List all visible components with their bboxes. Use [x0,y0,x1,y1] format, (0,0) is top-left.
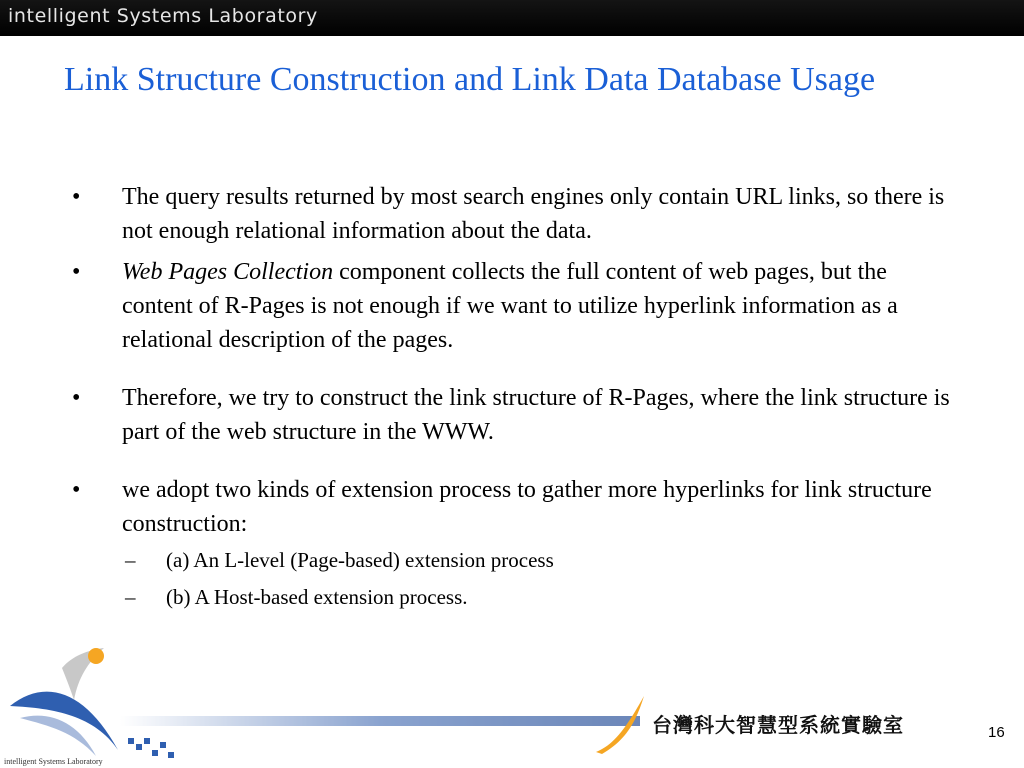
bullet-text: The query results returned by most search engines only contain URL links, so there is not enough relational information about the data. [122,184,945,244]
sub-bullet-dash: – [125,548,136,572]
lab-name: intelligent Systems Laboratory [8,5,318,27]
bullet-text: component collects the full content of web pages, but the content of R-Pages is not enough if we want to utilize hyperlink information as a relational description of the pages. [122,259,898,353]
bullet-item [72,180,952,248]
bullet-text: Therefore, we try to construct the link structure of R-Pages, where the link structure is part of the web structure in the WWW. [122,385,950,445]
sub-bullet-item [72,582,952,612]
slide-title: Link Structure Construction and Link Data Database Usage [64,61,876,98]
logo-pixel [136,744,142,750]
bullet-item [72,473,952,541]
orange-swoosh-icon [592,692,652,756]
sub-bullet-text: (a) An L-level (Page-based) extension process [166,548,554,572]
logo-swoosh-blue [10,692,118,750]
bullet-item [72,255,952,357]
sub-bullet-dash: – [125,585,136,609]
bullet-dot: • [72,259,81,285]
bullet-dot: • [72,385,81,411]
sub-bullet-text: (b) A Host-based extension process. [166,585,468,609]
logo-caption: intelligent Systems Laboratory [4,757,103,766]
sub-bullet-item [72,545,952,575]
page-number: 16 [988,724,1005,741]
logo-pixel [168,752,174,758]
header-bar [0,0,1024,36]
chinese-lab-name: 台灣科大智慧型系統實驗室 [652,713,904,737]
bullet-dot: • [72,184,81,210]
bullet-dot: • [72,477,81,503]
logo-pixel [152,750,158,756]
bullet-emphasis: Web Pages Collection [122,259,334,285]
logo-pixel [144,738,150,744]
footer-bar [120,716,640,726]
logo-sun-dot [88,648,104,664]
lab-logo [0,638,190,768]
logo-pixel [160,742,166,748]
bullet-item [72,381,952,449]
logo-pixel [128,738,134,744]
logo-swoosh-light [20,716,96,756]
bullet-text: we adopt two kinds of extension process to gather more hyperlinks for link structure construction: [122,477,932,537]
bullet-list [72,180,952,612]
footer-bar-fill [120,716,640,726]
